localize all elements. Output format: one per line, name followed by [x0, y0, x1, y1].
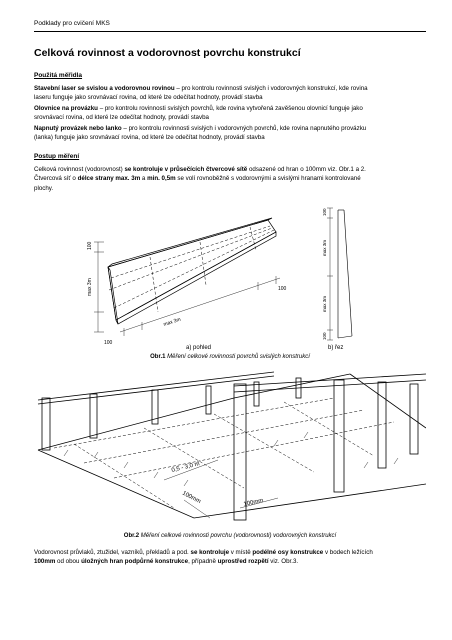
figure-1-label-a: a) pohled [186, 345, 212, 351]
text-run-bold: podélné osy konstrukce [252, 549, 324, 556]
text-run-bold: min. 0,5m [147, 175, 176, 183]
figure-1-svg [80, 200, 380, 345]
instrument-plumb [34, 104, 426, 123]
dim-text: 100 [322, 332, 327, 340]
instrument-term: Stavební laser se svislou a vodorovnou rovinou [34, 85, 175, 92]
instrument-desc: – pro kontrolu rovinnosti svislých povrchů, kde rovina vytvořená zavěšenou olovnicí funguje jako [97, 105, 363, 112]
text-run: od obou [55, 558, 82, 566]
running-header: Podklady pro cvičení MKS [34, 20, 110, 27]
figure-2-caption [34, 533, 426, 539]
instrument-term: Olovnice na provázku [34, 105, 98, 112]
closing-paragraph [34, 548, 426, 567]
instrument-desc: – pro kontrolu rovinnosti svislých i vodorovných konstrukcí, kde rovina [174, 85, 368, 92]
dim-text: max 3m [162, 316, 182, 328]
text-run-bold: uprostřed rozpětí [217, 558, 269, 566]
text-run: se volí rovnoběžně s vodorovnými a svislými hranami kontrolované [175, 175, 361, 183]
instrument-string [34, 124, 426, 143]
section-heading-instruments: Použitá měřidla [34, 72, 83, 79]
panel-left-edge [108, 267, 118, 324]
text-run: odsazené od hran o 100mm viz. Obr.1 a 2. [247, 166, 366, 173]
text-run: a [140, 175, 148, 183]
figure-1-caption [34, 354, 426, 360]
dim-text: 100 [87, 241, 93, 250]
text-run-bold: se kontroluje [190, 549, 230, 556]
text-run-bold: se kontroluje v průsečících čtvercové sítě [124, 166, 248, 173]
caption-label: Obr.2 [123, 533, 140, 539]
figure-2-drawing [34, 368, 426, 526]
dim-text: 0,5 - 3,0 m [171, 461, 201, 474]
text-run-bold: délce strany max. 3m [77, 175, 141, 183]
section-heading-procedure: Postup měření [34, 153, 80, 160]
procedure-paragraph [34, 165, 426, 193]
figure-1-label-b: b) řez [328, 345, 344, 351]
caption-text: Měření celkové rovinnosti povrchů svislých konstrukcí [165, 354, 310, 360]
figure-1-drawing [80, 200, 380, 345]
text-run: v bodech ležících [323, 549, 373, 556]
dim-text: 100 [104, 340, 113, 345]
caption-text: Měření celkové rovinnosti povrchu (vodorovnosti) vodorovných konstrukcí [139, 533, 337, 539]
text-run: plochy. [34, 184, 54, 192]
dim-text: 100 [322, 208, 327, 216]
panel-bottom-edge [116, 232, 276, 324]
instrument-desc-cont: srovnávací rovina, od které lze odečítat hodnoty, provádí stavba [34, 114, 209, 122]
header-rule [34, 31, 426, 32]
caption-label: Obr.1 [150, 354, 166, 360]
instrument-desc-cont: laseru funguje jako srovnávací rovina, od které lze odečítat hodnoty, provádí stavba [34, 94, 263, 102]
dim-text: 100mm [243, 497, 264, 508]
text-run: v místě [229, 549, 253, 556]
text-run: Vodorovnost průvlaků, ztužidel, vazníků, překladů a pod. [34, 549, 191, 556]
dim-text: 100 [278, 286, 287, 292]
dim-text: 100mm [181, 490, 202, 506]
dim-text: max 3m [87, 278, 93, 296]
dim-text: max 3m [322, 239, 327, 256]
instrument-desc-cont: (lanka) funguje jako srovnávací rovina, od které lze odečítat hodnoty, provádí stavba [34, 134, 265, 142]
text-run-bold: úložných hran podpůrné konstrukce [81, 558, 189, 566]
text-run: , případně [188, 558, 218, 566]
figure-2-svg [34, 368, 426, 526]
instrument-term: Napnutý provázek nebo lanko [34, 125, 122, 132]
text-run-bold: 100mm [34, 558, 56, 566]
text-run: viz. Obr.3. [268, 558, 299, 566]
instrument-desc: – pro kontrolu rovinnosti svislých i vodorovných povrchů, kde rovina napnutého provázku [121, 125, 367, 132]
instrument-laser [34, 84, 426, 103]
text-run: Celková rovinnost (vodorovnost) [34, 166, 125, 173]
dim-text: max 3m [322, 295, 327, 312]
document-title: Celková rovinnost a vodorovnost povrchu konstrukcí [34, 47, 301, 59]
text-run: Čtvercová síť o [34, 175, 78, 183]
